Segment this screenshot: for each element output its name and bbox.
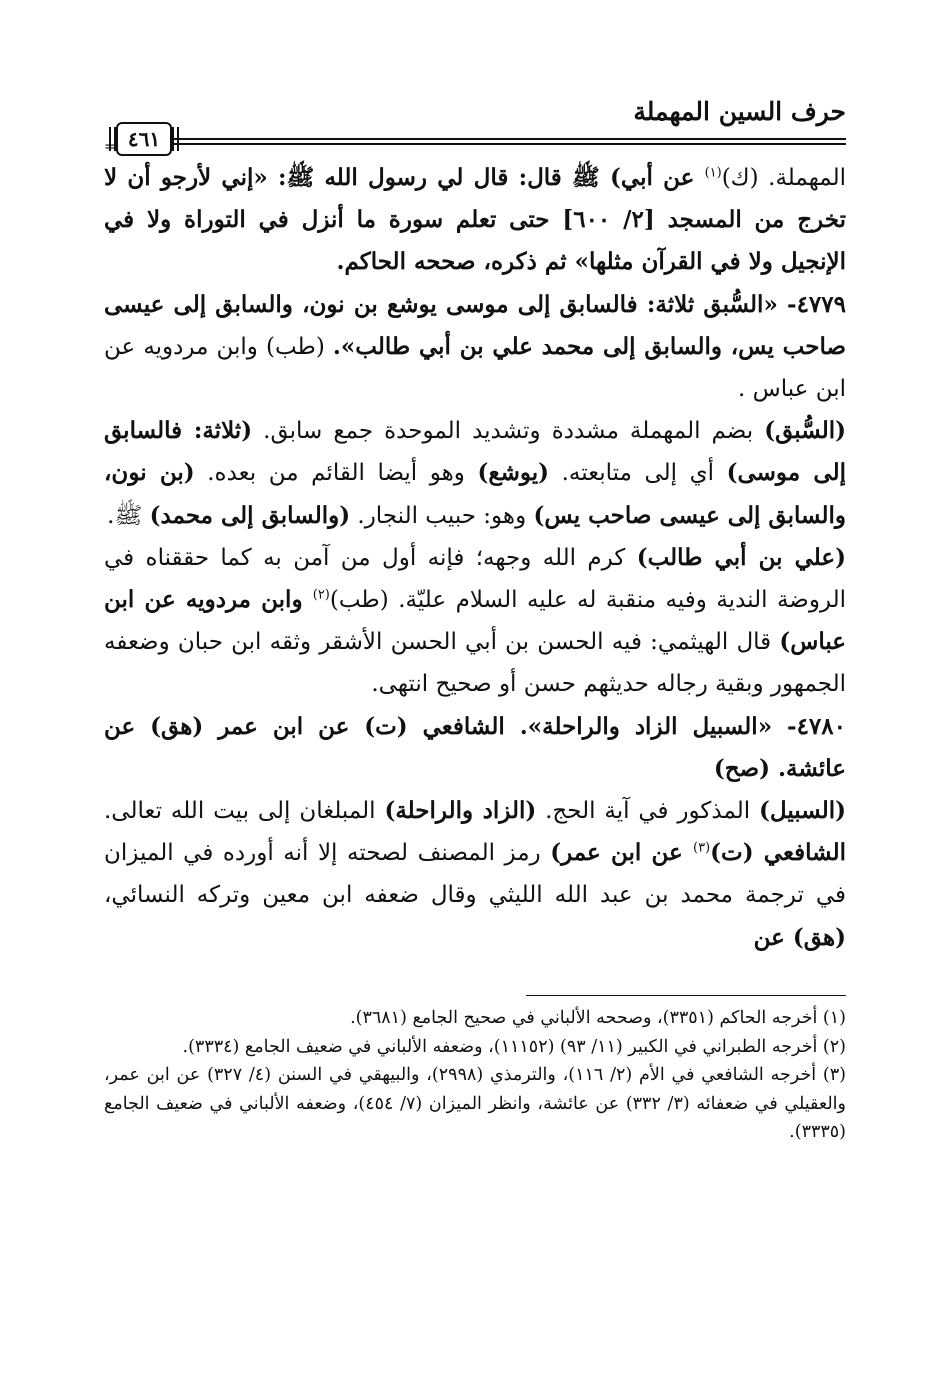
footnote-ref: (٢) — [312, 587, 330, 603]
hadith-text: «السُّبق ثلاثة: فالسابق إلى موسى يوشع بن نون، والسابق إلى عيسى صاحب يس، والسابق إلى محمد علي بن أبي طالب». — [104, 290, 847, 360]
hadith-entry: ٤٧٧٩- «السُّبق ثلاثة: فالسابق إلى موسى يوشع بن نون، والسابق إلى عيسى صاحب يس، والسابق إلى محمد علي بن أبي طالب». (طب) وابن مردويه عن ابن عباس . — [104, 290, 847, 403]
running-title: حرف السين المهملة — [633, 97, 846, 126]
footnote-ref: (٣) — [693, 840, 711, 856]
entry-number: ٤٧٨٠- — [772, 712, 846, 740]
commentary-paragraph: (علي بن أبي طالب) كرم الله وجهه؛ فإنه أول من آمن به كما حققناه في الروضة الندية وفيه منقبة له عليه السلام عليّة. (طب)$^{(٢)}$ وابن مردويه عن ابن عباس) قال الهيثمي: فيه الحسن بن أبي الحسن الأشقر وثقه ابن حبان وضعفه الجمهور وبقية رجاله حديثهم حسن أو صحيح انتهى. — [104, 543, 847, 698]
footnote: (٣) أخرجه الشافعي في الأم (٢/ ١١٦)، والترمذي (٢٩٩٨)، والبيهقي في السنن (٤/ ٣٢٧) عن ابن عمر، والعقيلي في ضعفائه (٣/ ٣٣٢) عن عائشة، وانظر الميزان (٧/ ٤٥٤)، وضعفه الألباني في ضعيف الجامع (٣٣٣٥). — [104, 1065, 846, 1143]
entry-number: ٤٧٧٩- — [777, 290, 846, 318]
book-page — [104, 95, 846, 1147]
footnote-ref: (١) — [704, 165, 722, 181]
hadith-text: «السبيل الزاد والراحلة». الشافعي (ت) عن ابن عمر (هق) عن عائشة. (صح) — [104, 712, 846, 782]
commentary-paragraph: (السبيل) المذكور في آية الحج. (الزاد والراحلة) المبلغان إلى بيت الله تعالى. الشافعي (ت)$^{(٣)}$ عن ابن عمر) رمز المصنف لصحته إلا أنه أورده في الميزان في ترجمة محمد بن عبد الله الليثي وقال ضعفه ابن معين وتركه النسائي، (هق) عن — [104, 797, 846, 951]
footnotes — [104, 1004, 846, 1147]
header-rule — [104, 127, 846, 155]
footnote: (٢) أخرجه الطبراني في الكبير (١١/ ٩٣) (١١١٥٢)، وضعفه الألباني في ضعيف الجامع (٣٣٣٤). — [182, 1036, 846, 1057]
page-number: ٤٦١ — [116, 122, 172, 156]
footnote: (١) أخرجه الحاكم (٣٣٥١)، وصححه الألباني في صحيح الجامع (٣٦٨١). — [350, 1008, 846, 1029]
hadith-entry — [104, 706, 846, 790]
header-rule-line — [174, 138, 846, 140]
footnote-separator-wrap — [104, 959, 846, 1005]
paragraph: المهملة. (ك)$^{(١)}$ عن أبي) ﷺ قال: قال لي رسول الله ﷺ: «إني لأرجو أن لا تخرج من المسجد [٢/ ٦٠٠] حتى تعلم سورة ما أنزل في التوراة ولا في الإنجيل ولا في القرآن مثلها» ثم ذكره، صححه الحاكم. — [104, 164, 846, 276]
page-header — [104, 95, 846, 155]
main-text — [104, 157, 846, 959]
header-ornament: = — [104, 139, 116, 155]
footnote-separator — [526, 995, 846, 997]
header-rule-line — [174, 143, 846, 145]
commentary-paragraph: (السُّبق) بضم المهملة مشددة وتشديد الموحدة جمع سابق. (ثلاثة: فالسابق إلى موسى) أي إلى متابعته. (يوشع) وهو أيضا القائم من بعده. (بن نون، والسابق إلى عيسى صاحب يس) وهو: حبيب النجار. (والسابق إلى محمد) ﷺ. — [104, 417, 847, 529]
